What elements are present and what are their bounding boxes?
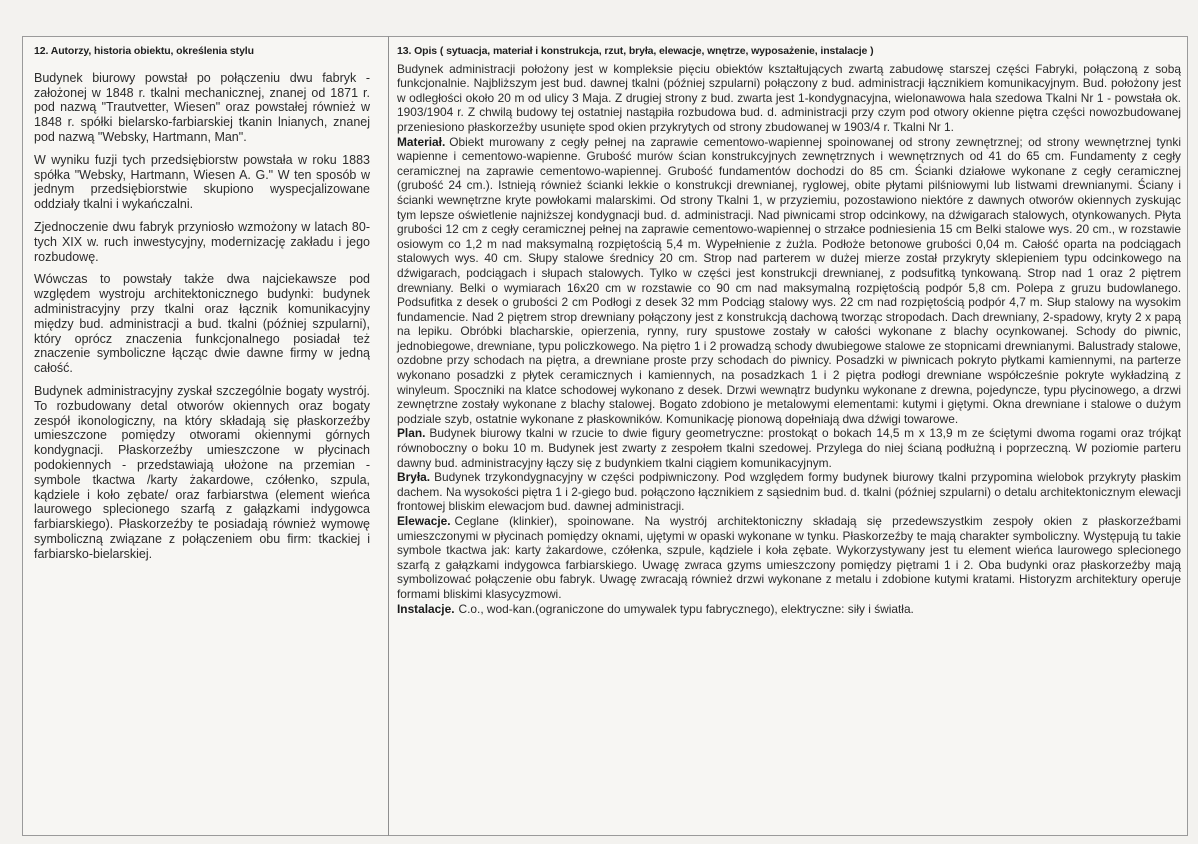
section-12-authors-history xyxy=(34,44,370,562)
material-text: Obiekt murowany z cegły pełnej na zaprawie cementowo-wapiennej spoinowanej od strony zewnętrznej; od strony wewnętrznej tynki wapienne i cementowo-wapienne. Grubość murów ścian konstrukcyjnych zewnętrznych i wewnętrznych od 41 do 65 cm. Fundamenty z cegły ceramicznej na zaprawie cementowo-wapiennej. Grubość fundamentów dochodzi do 85 cm. Ścianki działowe wykonane z cegły ceramicznej (grubość 24 cm.). Istnieją również ścianki lekkie o konstrukcji drewnianej, ryglowej, obite płytami pilśniowymi lub listwami drewnianymi. Ściany i ścianki wewnętrzne kryte powłokami malarskimi. Od strony Tkalni 1, w przyziemiu, pozostawiono niektóre z dawnych otworów okiennych zyskując tym lepsze oświetlenie najniższej kondygnacji bud. d. administracji. Nad piwnicami strop odcinkowy, na dźwigarach stalowych, otynkowanych. Płyta grubości 12 cm z cegły ceramicznej pełnej na zaprawie cementowo-wapiennej o strzałce podniesienia 15 cm Belki stalowe wys. 20 cm., w rozstawie osiowym co 1,2 m nad maksymalną rozpiętością 5,4 m. Wypełnienie z żużla. Podłoże betonowe grubości 0,04 m. Całość oparta na podciągach stalowych wys. 40 cm. Słupy stalowe średnicy 20 cm. Strop nad parterem w dużej mierze został przykryty sklepieniem typu odcinkowego na dźwigarach, podciągach i słupach stalowych. Tylko w części jest konstrukcji drewnianej, z podsufitką tynkowaną. Strop nad 1 oraz 2 piętrem drewniany. Belki o wymiarach 16x20 cm w rozstawie co 90 cm nad maksymalną rozpiętością podpór 5,8 cm. Polepa z gruzu budowlanego. Podsufitka z desek o grubości 2 cm Podłogi z desek 32 mm Podciąg stalowy wys. 22 cm nad rozpiętością podpór 4,7 m. Słup stalowy na wysokim fundamencie. Nad 2 piętrem strop drewniany połączony jest z konstrukcją dachową tworząc stropodach. Dach drewniany, 2-spadowy, kryty 2 x papą na lepiku. Obróbki blacharskie, opierzenia, rynny, rury spustowe zostały w całości wykonane z blachy ocynkowanej. Schody do piwnic, jednobiegowe, drewniane, typu policzkowego. Na piętro 1 i 2 prowadzą schody dwubiegowe stalowe ze stopnicami drewnianymi. Balustrady stalowe, ozdobne przy schodach na piętra, a drewniane proste przy schodach do piwnicy. Posadzki w piwnicach pokryto płytkami kamiennymi, na parterze wykonano posadzki z płytek ceramicznych i kamiennych, na posadzkach 1 i 2 piętra podłogi drewniane współcześnie pokryte wykładziną z winyleum. Spoczniki na klatce schodowej wykonano z desek. Drzwi wewnątrz budynku wykonane z drewna, pojedyncze, typu płycinowego, a drzwi zewnętrzne zostały wykonane z blachy stalowej. Bogato zdobiono je metalowymi elementami: kutymi i giętymi. Okna drewniane i stalowe o dużym podziale szyb, ostatnie wykonane z płaskowników. Komunikację pionową dopełniają dwa dźwigi towarowe. xyxy=(397,134,1181,426)
installations-text: C.o., wod-kan.(ograniczone do umywalek typu fabrycznego), elektryczne: siły i światła. xyxy=(458,601,914,616)
description-massing xyxy=(397,470,1181,514)
description-elevations xyxy=(397,514,1181,602)
description-installations xyxy=(397,602,1181,617)
section-13-description xyxy=(397,44,1181,616)
massing-text: Budynek trzykondygnacyjny w części podpiwniczony. Pod względem formy budynek biurowy tkalni przypomina wielobok przykryty płaskim dachem. Na wysokości piętra 1 i 2-giego bud. połączono łącznikiem z sąsiednim bud. d. tkalni (później szpularni) o detalu architektonicznym elewacji frontowej bliskim elewacjom bud. dawnej administracji. xyxy=(397,470,1181,514)
elevations-label: Elewacje. xyxy=(397,514,451,528)
section-12-heading: 12. Autorzy, historia obiektu, określenia stylu xyxy=(34,45,254,57)
description-intro: Budynek administracji położony jest w kompleksie pięciu obiektów kształtujących zwartą zabudowę starszej części Fabryki, połączoną z sobą funkcjonalnie. Najbliższym jest bud. dawnej tkalni (później szpularni) połączony z bud. administracji łącznikiem komunikacyjnym. Bud. położony jest w odległości około 20 m od ulicy 3 Maja. Z drugiej strony z bud. zwarta jest 1-kondygnacyjna, wielonawowa hala szedowa Tkalni Nr 1 - powstała ok. 1903/1904 r. Z chwilą budowy tej ostatniej nastąpiła rozbudowa bud. d. administracji przy czym pod otwory okienne piętra części nowozbudowanej przeniesiono płaskorzeźby usunięte spod okien przykrytych od strony zbudowanej w 1903/4 r. Tkalni Nr 1. xyxy=(397,61,1181,134)
description-material xyxy=(397,135,1181,427)
installations-label: Instalacje. xyxy=(397,601,455,616)
section-13-heading: 13. Opis ( sytuacja, materiał i konstrukcja, rzut, bryła, elewacje, wnętrze, wyposażenie, instalacje ) xyxy=(397,45,874,57)
column-divider xyxy=(388,36,389,836)
plan-label: Plan. xyxy=(397,426,426,441)
history-paragraph-2: W wyniku fuzji tych przedsiębiorstw powstała w roku 1883 spółka "Websky, Hartmann, Wiesen A. G." W ten sposób w jednym przedsiębiorstwie skupiono wyspecjalizowane oddziały tkalni i wykańczalni. xyxy=(34,152,370,212)
material-label: Materiał. xyxy=(397,134,446,149)
history-paragraph-3: Zjednoczenie dwu fabryk przyniosło wzmożony w latach 80-tych XIX w. ruch inwestycyjny, modernizację zakładu i jego rozbudowę. xyxy=(34,219,370,264)
history-paragraph-1: Budynek biurowy powstał po połączeniu dwu fabryk - założonej w 1848 r. tkalni mechanicznej, znanej od 1871 r. pod nazwą "Trautvetter, Wiesen" oraz powstałej również w 1848 r. spółki bielarsko-farbiarskiej tkanin lnianych, znanej pod nazwą "Websky, Hartmann, Man". xyxy=(34,70,370,144)
history-paragraph-4: Wówczas to powstały także dwa najciekawsze pod względem wystroju architektonicznego budynki: budynek administracyjny przy tkalni oraz łącznik komunikacyjny między bud. administracji a bud. tkalni (później szpularni), który oprócz znaczenia funkcjonalnego posiadał też znaczenie symboliczne łącząc dwie dawne firmy w jedną całość. xyxy=(34,272,370,376)
elevations-text: Ceglane (klinkier), spoinowane. Na wystrój architektoniczny składają się przedewszystkim zespoły okien z płaskorzeźbami umieszczonymi w płycinach pomiędzy oknami, ujętymi w opaski wykonane w tynku. Płaskorzeźby te mają charakter symboliczny. Występują tu takie symbole tkactwa jak: karty żakardowe, czółenka, szpule, kądziele i koła zębate. Wykorzystywany jest tu element wieńca laurowego splecionego szarfą z gałązkami indygowca farbiarskiego. Uwagę zwraca gzyms umieszczony pomiędzy piętrami 1 i 2. Oba budynki oraz płaskorzeźby mają symbolizować połączenie obu fabryk. Uwagę zwracają również drzwi wykonane z metalu i zdobione kutymi kratami. Historyzm architektury operuje formami bliskimi klasycyzmowi. xyxy=(397,514,1181,601)
description-plan xyxy=(397,426,1181,470)
massing-label: Bryła. xyxy=(397,470,431,485)
plan-text: Budynek biurowy tkalni w rzucie to dwie figury geometryczne: prostokąt o bokach 14,5 m x 13,9 m ze ściętymi dwoma rogami oraz trójkąt równoboczny o boku 10 m. Budynek jest zwarty z zespołem tkalni szedowej. Przylega do niej ścianą podłużną i poprzeczną. W poziomie parteru dawny bud. administracyjny łączy się z budynkiem tkalni ciągiem komunikacyjnym. xyxy=(397,426,1181,470)
history-paragraph-5: Budynek administracyjny zyskał szczególnie bogaty wystrój. To rozbudowany detal otworów okiennych oraz bogaty zespół ikonologiczny, na który składają się płaskorzeźby umieszczone pomiędzy otworami okiennymi górnych kondygnacji. Płaskorzeźby umieszczone w płycinach podokiennych - przedstawiają ułożone na przemian - symbole tkactwa /karty żakardowe, czółenko, szpula, kądziele i koło zębate/ oraz farbiarstwa (element wieńca laurowego splecionego szarfą z gałązkami indygowca farbiarskiego). Płaskorzeźby te posiadają również wymowę symboliczną związane z połączeniem obu firm: tkackiej i farbiarsko-bielarskiej. xyxy=(34,383,370,561)
